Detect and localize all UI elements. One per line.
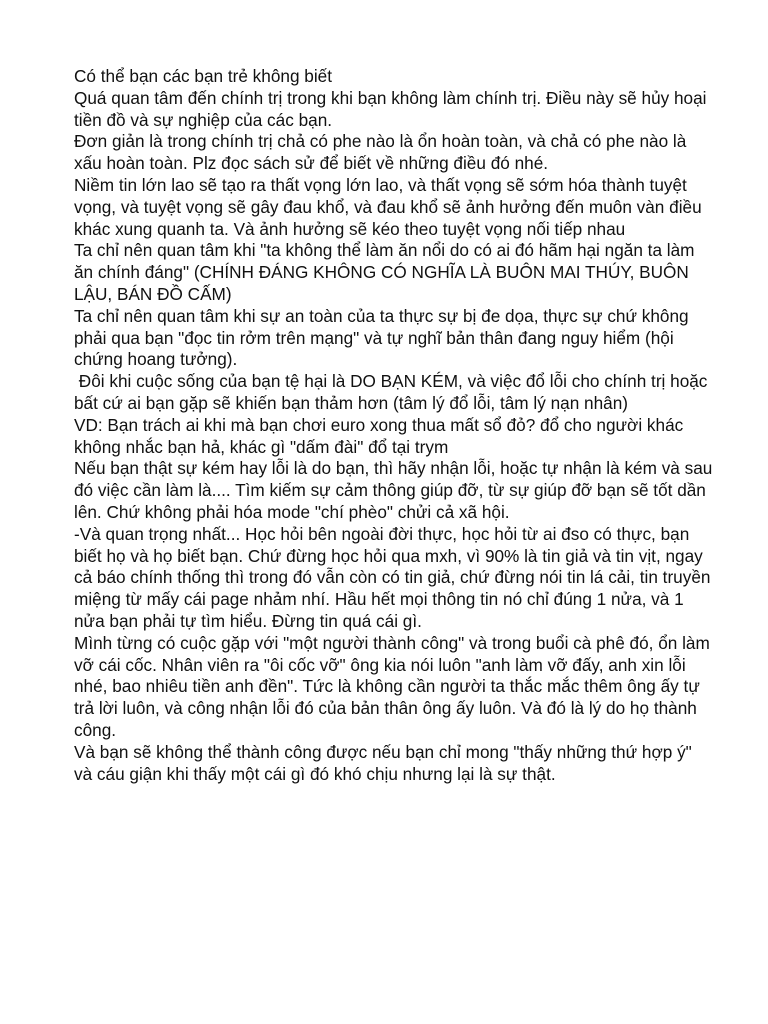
paragraph: Ta chỉ nên quan tâm khi sự an toàn của ta thực sự bị đe dọa, thực sự chứ không phải qua bạn "đọc tin rởm trên mạng" và tự nghĩ bản thân đang nguy hiểm (hội chứng hoang tưởng). [74, 305, 689, 370]
paragraph: Nếu bạn thật sự kém hay lỗi là do bạn, thì hãy nhận lỗi, hoặc tự nhận là kém và sau đó việc cần làm là.... Tìm kiếm sự cảm thông giúp đỡ, từ sự giúp đỡ bạn sẽ tốt dần lên. Chứ không phải hóa mode "chí phèo" chửi cả xã hội. [74, 458, 713, 522]
document-body [74, 66, 714, 785]
paragraph: Mình từng có cuộc gặp với "một người thành công" và trong buổi cà phê đó, ổn làm vỡ cái cốc. Nhân viên ra "ôi cốc vỡ" ông kia nói luôn "anh làm vỡ đấy, anh xin lỗi nhé, bao nhiêu tiền anh đền". Tức là không cần người ta thắc mắc thêm ông ấy tự trả lời luôn, và công nhận lỗi đó của bản thân ông ấy luôn. Và đó là lý do họ thành công. [74, 632, 710, 740]
paragraph: VD: Bạn trách ai khi mà bạn chơi euro xong thua mất sổ đỏ? đổ cho người khác không nhắc bạn hả, khác gì "dấm đài" đổ tại trym [74, 414, 684, 457]
paragraph: Và bạn sẽ không thể thành công được nếu bạn chỉ mong "thấy những thứ hợp ý" và cáu giận khi thấy một cái gì đó khó chịu nhưng lại là sự thật. [74, 741, 692, 784]
paragraph: Đơn giản là trong chính trị chả có phe nào là ổn hoàn toàn, và chả có phe nào là xấu hoàn toàn. Plz đọc sách sử để biết về những điều đó nhé. [74, 131, 687, 174]
paragraph: Đôi khi cuộc sống của bạn tệ hại là DO BẠN KÉM, và việc đổ lỗi cho chính trị hoặc bất cứ ai bạn gặp sẽ khiến bạn thảm hơn (tâm lý đổ lỗi, tâm lý nạn nhân) [74, 371, 713, 413]
paragraph: -Và quan trọng nhất... Học hỏi bên ngoài đời thực, học hỏi từ ai đso có thực, bạn biết họ và họ biết bạn. Chứ đừng học hỏi qua mxh, vì 90% là tin giả và tin vịt, ngay cả báo chính thống thì trong đó vẫn còn có tin giả, chứ đừng nói tin lá cải, tin truyền miệng từ mấy cái page nhảm nhí. Hầu hết mọi thông tin nó chỉ đúng 1 nửa, và 1 nửa bạn phải tự tìm hiểu. Đừng tin quá cái gì. [74, 523, 711, 631]
paragraph-title: Có thể bạn các bạn trẻ không biết [74, 66, 332, 86]
paragraph: Quá quan tâm đến chính trị trong khi bạn không làm chính trị. Điều này sẽ hủy hoại tiền đồ và sự nghiệp của các bạn. [74, 87, 707, 130]
paragraph: Ta chỉ nên quan tâm khi "ta không thể làm ăn nổi do có ai đó hãm hại ngăn ta làm ăn chính đáng" (CHÍNH ĐÁNG KHÔNG CÓ NGHĨA LÀ BUÔN MAI THÚY, BUÔN LẬU, BÁN ĐỒ CẤM) [74, 240, 695, 304]
paragraph: Niềm tin lớn lao sẽ tạo ra thất vọng lớn lao, và thất vọng sẽ sớm hóa thành tuyệt vọng, và tuyệt vọng sẽ gây đau khổ, và đau khổ sẽ ảnh hưởng đến muôn vàn điều khác xung quanh ta. Và ảnh hưởng sẽ kéo theo tuyệt vọng nối tiếp nhau [74, 174, 702, 239]
